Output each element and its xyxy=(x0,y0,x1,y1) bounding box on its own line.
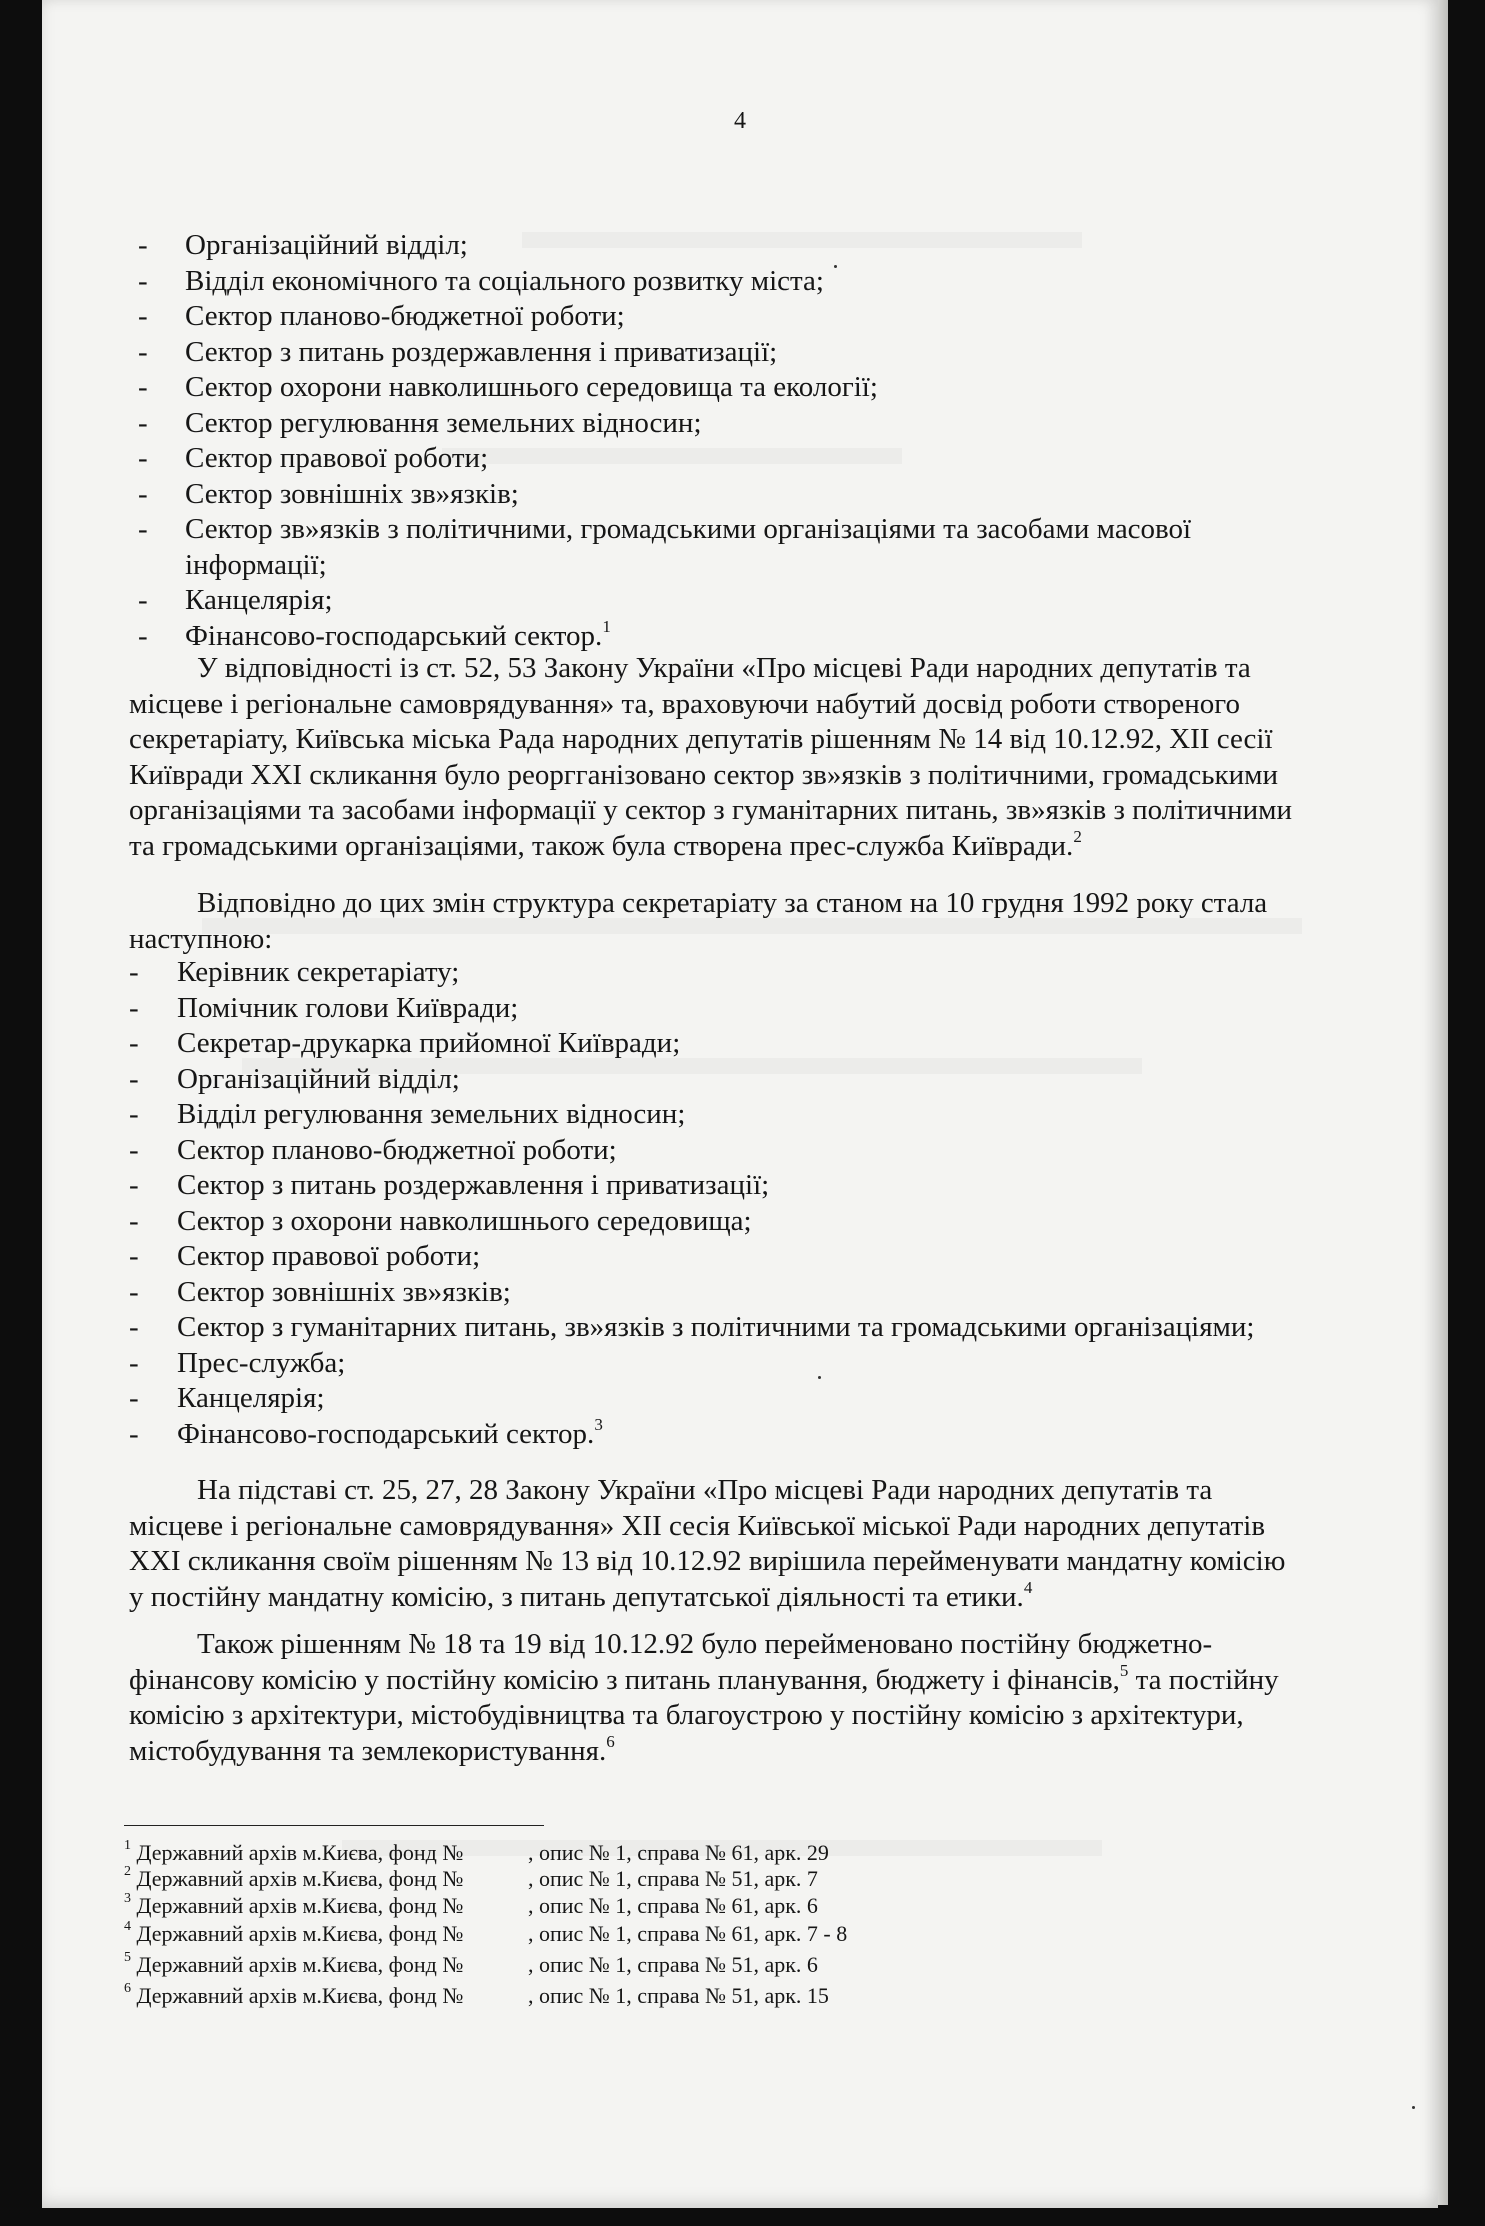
document-page xyxy=(42,0,1438,2208)
footnote-ref: 2 xyxy=(1073,827,1082,847)
list-item: - Канцелярія; xyxy=(129,1382,325,1414)
list-item: - Сектор охорони навколишнього середовища та екології; xyxy=(138,371,878,403)
list-item: - Прес-служба; xyxy=(129,1346,346,1379)
list-item-continuation: інформації; xyxy=(185,548,327,581)
list-item: - Секретар-друкарка прийомної Київради; xyxy=(129,1027,681,1059)
footnote: $^5$ Державний архів м.Києва, фонд № , опис № 1, справа № 51, арк. 6 xyxy=(124,1949,818,1977)
paragraph-budget-commission: Також рішенням № 18 та 19 від 10.12.92 було перейменовано постійну бюджетно- фінансову комісію у постійну комісію з питань планування, бюджету і фінансів,$^5$ та постійну комісію з архітектури, містобудівництва та благоустрою у постійну комісію з архітектури, містобудування та землекористування.$^6$ xyxy=(129,1628,1279,1767)
list-item: - Фінансово-господарський сектор.$^1$ xyxy=(138,616,611,652)
list-item: - Сектор зовнішніх зв»язків; xyxy=(138,477,519,510)
footnote: $^3$ Державний архів м.Києва, фонд № , опис № 1, справа № 61, арк. 6 xyxy=(124,1890,818,1918)
footnote: $^2$ Державний архів м.Києва, фонд № , опис № 1, справа № 51, арк. 7 xyxy=(124,1863,818,1891)
list-item: - Канцелярія; xyxy=(138,584,333,616)
footnote-ref: 1 xyxy=(602,616,611,636)
list-item: - Сектор зв»язків з політичними, громадськими організаціями та засобами масової xyxy=(138,513,1192,545)
footnote-separator xyxy=(124,1825,544,1826)
page-number: 4 xyxy=(734,108,746,134)
list-item: - Відділ економічного та соціального розвитку міста; xyxy=(138,264,824,297)
paragraph-mandate-commission: На підставі ст. 25, 27, 28 Закону України «Про місцеві Ради народних депутатів та місцеве і регіональне самоврядування» ХІІ сесія Київської міської Ради народних депутатів ХХІ скликання своїм рішенням № 13 від 10.12.92 вирішила перейменувати мандатну комісію у постійну мандатну комісію, з питань депутатської діяльності та етики.$^4$ xyxy=(129,1474,1286,1613)
list-item: - Фінансово-господарський сектор.$^3$ xyxy=(129,1414,603,1450)
department-list-initial xyxy=(42,228,1438,654)
footnote: $^6$ Державний архів м.Києва, фонд № , опис № 1, справа № 51, арк. 15 xyxy=(124,1980,829,2008)
list-item: - Сектор правової роботи; xyxy=(129,1240,481,1272)
list-item: - Сектор зовнішніх зв»язків; xyxy=(129,1275,511,1308)
footnote: $^1$ Державний архів м.Києва, фонд № , опис № 1, справа № 61, арк. 29 xyxy=(124,1837,829,1865)
list-item: - Помічник голови Київради; xyxy=(129,991,519,1024)
list-item: - Сектор планово-бюджетної роботи; xyxy=(129,1133,617,1166)
footnote-ref: 3 xyxy=(594,1414,603,1434)
footnote-ref: 4 xyxy=(1023,1578,1033,1598)
list-item: - Сектор правової роботи; xyxy=(138,442,489,474)
paragraph-structure-intro: Відповідно до цих змін структура секретаріату за станом на 10 грудня 1992 року стала наступною: xyxy=(129,887,1268,955)
list-item: - Організаційний відділ; xyxy=(138,229,468,261)
list-item: - Організаційний відділ; xyxy=(129,1062,460,1095)
list-item: - Сектор планово-бюджетної роботи; xyxy=(138,300,625,332)
footnote: $^4$ Державний архів м.Києва, фонд № , опис № 1, справа № 61, арк. 7 - 8 xyxy=(124,1918,848,1946)
page-stack-edge xyxy=(1438,0,1448,2205)
paper-speck xyxy=(1412,2106,1415,2109)
list-item: - Сектор з питань роздержавлення і приватизації; xyxy=(138,335,778,368)
list-item: - Відділ регулювання земельних відносин; xyxy=(129,1098,686,1130)
paragraph-reorganization: У відповідності із ст. 52, 53 Закону України «Про місцеві Ради народних депутатів та місцеве і регіональне самоврядування» та, враховуючи набутий досвід роботи створеного секретаріату, Київська міська Рада народних депутатів рішенням № 14 від 10.12.92, ХІІ сесії Київради ХХІ скликання було реоргганізовано сектор зв»язків з політичними, громадськими організаціями та засобами інформації у сектор з гуманітарних питань, зв»язків з політичними та громадськими організаціями, також була створена прес-служба Київради.$^2$ xyxy=(129,652,1293,862)
department-list-1992 xyxy=(42,955,1438,1452)
footnote-ref: 5 xyxy=(1119,1660,1129,1680)
footnote-ref: 6 xyxy=(606,1732,615,1752)
list-item: - Сектор з гуманітарних питань, зв»язків з політичними та громадськими організаціями; xyxy=(129,1311,1255,1343)
list-item: - Сектор регулювання земельних відносин; xyxy=(138,406,702,439)
list-item: - Сектор з охорони навколишнього середовища; xyxy=(129,1204,752,1237)
list-item: - Керівник секретаріату; xyxy=(129,956,460,988)
list-item: - Сектор з питань роздержавлення і приватизації; xyxy=(129,1169,770,1201)
